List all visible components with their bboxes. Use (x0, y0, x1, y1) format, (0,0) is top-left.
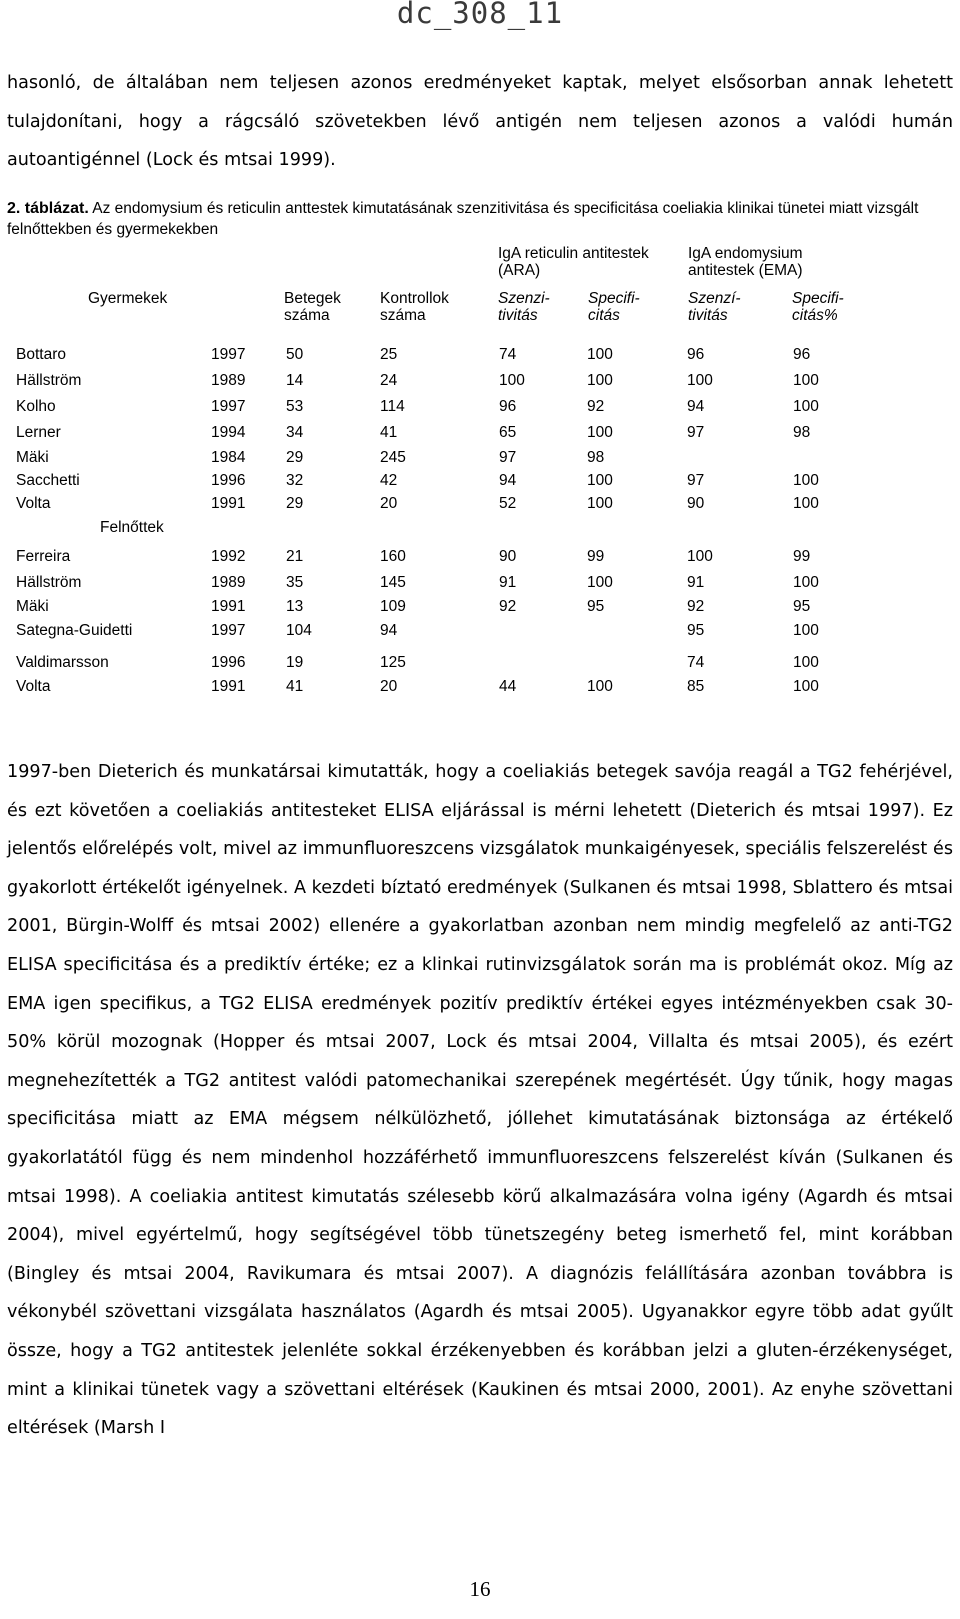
cell-ara-sensitivity: 92 (499, 598, 517, 615)
cell-ema-specificity: 100 (793, 654, 819, 671)
cell-ara-specificity: 100 (587, 678, 613, 695)
cell-ema-sensitivity: 91 (687, 574, 705, 591)
cell-ara-sensitivity: 90 (499, 548, 517, 565)
cell-year: 1991 (211, 678, 246, 695)
cell-study: Sacchetti (16, 472, 80, 489)
cell-controls: 94 (380, 622, 398, 639)
cell-ema-sensitivity: 96 (687, 346, 705, 363)
cell-ara-sensitivity: 44 (499, 678, 517, 695)
cell-study: Hällström (16, 372, 82, 389)
cell-ara-sensitivity: 96 (499, 398, 517, 415)
intro-paragraph: hasonló, de általában nem teljesen azonos eredményeket kaptak, melyet elsősorban annak lehetett tulajdonítani, hogy a rágcsáló szövetekben lévő antigén nem teljesen azonos a valódi humán autoantigénnel (Lock és mtsai 1999). (7, 73, 953, 171)
cell-patients: 32 (286, 472, 304, 489)
table-caption-text: Az endomysium és reticulin anttestek kimutatásának szenzitivitása és specificitása coeliakia klinikai tünetei miatt vizsgált felnőttekben és gyermekekben (7, 200, 919, 238)
cell-controls: 20 (380, 678, 398, 695)
cell-ema-specificity: 95 (793, 598, 811, 615)
cell-patients: 35 (286, 574, 304, 591)
cell-ara-specificity: 99 (587, 548, 605, 565)
cell-study: Bottaro (16, 346, 66, 363)
cell-controls: 245 (380, 449, 406, 466)
col-header-specificity-ema: Specifi-citás% (792, 290, 844, 324)
cell-controls: 24 (380, 372, 398, 389)
cell-ara-sensitivity: 91 (499, 574, 517, 591)
cell-ema-sensitivity: 92 (687, 598, 705, 615)
cell-study: Ferreira (16, 548, 71, 565)
section-label-adults: Felnőttek (100, 519, 164, 536)
cell-patients: 14 (286, 372, 304, 389)
cell-ema-specificity: 99 (793, 548, 811, 565)
cell-year: 1989 (211, 574, 246, 591)
cell-study: Kolho (16, 398, 56, 415)
table-label: 2. táblázat. (7, 200, 89, 217)
cell-ema-specificity: 100 (793, 622, 819, 639)
cell-patients: 50 (286, 346, 304, 363)
col-header-sensitivity-ema: Szenzí-tivitás (688, 290, 741, 324)
cell-study: Lerner (16, 424, 61, 441)
col-header-sensitivity-ara: Szenzi-tivitás (498, 290, 550, 324)
cell-patients: 34 (286, 424, 304, 441)
cell-ema-sensitivity: 85 (687, 678, 705, 695)
cell-year: 1991 (211, 495, 246, 512)
cell-controls: 42 (380, 472, 398, 489)
col-header-specificity-ara: Specifi-citás (588, 290, 640, 324)
cell-ara-sensitivity: 97 (499, 449, 517, 466)
cell-ema-specificity: 100 (793, 678, 819, 695)
cell-ara-sensitivity: 65 (499, 424, 517, 441)
cell-ara-sensitivity: 94 (499, 472, 517, 489)
cell-ara-specificity: 100 (587, 372, 613, 389)
cell-ara-specificity: 98 (587, 449, 605, 466)
group-header-ara: IgA reticulin antitestek (ARA) (498, 245, 649, 279)
cell-patients: 104 (286, 622, 312, 639)
cell-patients: 29 (286, 495, 304, 512)
cell-ema-specificity: 100 (793, 472, 819, 489)
cell-year: 1984 (211, 449, 246, 466)
cell-ema-sensitivity: 74 (687, 654, 705, 671)
cell-year: 1997 (211, 622, 246, 639)
cell-controls: 109 (380, 598, 406, 615)
cell-ema-sensitivity: 95 (687, 622, 705, 639)
cell-controls: 114 (380, 398, 405, 415)
cell-ara-specificity: 100 (587, 346, 613, 363)
cell-ara-specificity: 100 (587, 424, 613, 441)
cell-ema-specificity: 100 (793, 495, 819, 512)
cell-study: Hällström (16, 574, 82, 591)
cell-ara-specificity: 100 (587, 472, 613, 489)
group-header-ema: IgA endomysium antitestek (EMA) (688, 245, 803, 279)
cell-ema-sensitivity: 100 (687, 372, 713, 389)
cell-ema-sensitivity: 97 (687, 424, 705, 441)
cell-ara-specificity: 100 (587, 574, 613, 591)
col-header-children: Gyermekek (88, 290, 168, 307)
cell-patients: 21 (286, 548, 304, 565)
cell-ema-sensitivity: 97 (687, 472, 705, 489)
cell-study: Volta (16, 678, 51, 695)
cell-patients: 41 (286, 678, 304, 695)
cell-year: 1989 (211, 372, 246, 389)
cell-ema-specificity: 96 (793, 346, 811, 363)
col-header-patients: Betegek száma (284, 290, 341, 324)
cell-year: 1996 (211, 654, 246, 671)
cell-year: 1994 (211, 424, 246, 441)
body-paragraph: 1997-ben Dieterich és munkatársai kimutatták, hogy a coeliakiás betegek savója reagál a TG2 fehérjével, és ezt követően a coeliakiás antitesteket ELISA eljárással is mérni lehetett (Dieterich és mtsai 1997). Ez jelentős előrelépés volt, mivel az immunfluoreszcens vizsgálatok munkaigényesek, speciális felszerelést és gyakorlott értékelőt igényelnek. A kezdeti bíztató eredmények (Sulkanen és mtsai 1998, Sblattero és mtsai 2001, Bürgin-Wolff és mtsai 2002) ellenére a gyakorlatban azonban nem mindig megfelelő az anti-TG2 ELISA specificitása és a prediktív értéke; ez a klinkai rutinvizsgálatok során ma is problémát okoz. Míg az EMA igen specifikus, a TG2 ELISA eredmények pozitív prediktív értékei egyes intézményekben csak 30-50% körül mozognak (Hopper és mtsai 2007, Lock és mtsai 2004, Villalta és mtsai 2005), és ezért megnehezítették a TG2 antitest valódi patomechanikai szerepének megértését. Úgy tűnik, hogy magas specificitása miatt az EMA mégsem nélkülözhető, jóllehet kimutatásának biztonsága az értékelő gyakorlatától függ és nem mindenhol hozzáférhető immunfluoreszcens felszerelést kíván (Sulkanen és mtsai 1998). A coeliakia antitest kimutatás szélesebb körű alkalmazására volna igény (Agardh és mtsai 2004), mivel egyértelmű, hogy segítségével több tünetszegény beteg ismerhető fel, mint korábban (Bingley és mtsai 2004, Ravikumara és mtsai 2007). A diagnózis felállítására azonban továbbra is vékonybél szövettani vizsgálata használatos (Agardh és mtsai 2005). Ugyanakkor egyre több adat gyűlt össze, hogy a TG2 antitestek jelenléte sokkal érzékenyebben és korábban jelzi a gluten-érzékenységet, mint a klinikai tünetek vagy a szövettani eltérések (Kaukinen és mtsai 2000, 2001). Az enyhe szövettani eltérések (Marsh I (7, 762, 953, 1439)
cell-patients: 53 (286, 398, 304, 415)
cell-ema-sensitivity: 100 (687, 548, 713, 565)
cell-ema-sensitivity: 94 (687, 398, 705, 415)
cell-ara-specificity: 95 (587, 598, 605, 615)
cell-controls: 20 (380, 495, 398, 512)
page-number: 16 (469, 1577, 491, 1601)
cell-controls: 145 (380, 574, 406, 591)
cell-ema-specificity: 98 (793, 424, 811, 441)
cell-patients: 19 (286, 654, 304, 671)
cell-year: 1992 (211, 548, 246, 565)
cell-patients: 13 (286, 598, 304, 615)
cell-controls: 41 (380, 424, 398, 441)
col-header-controls: Kontrollok száma (380, 290, 449, 324)
cell-year: 1991 (211, 598, 246, 615)
cell-ara-sensitivity: 74 (499, 346, 517, 363)
cell-ema-specificity: 100 (793, 372, 819, 389)
cell-year: 1997 (211, 398, 246, 415)
cell-year: 1996 (211, 472, 246, 489)
cell-ara-specificity: 100 (587, 495, 613, 512)
cell-ema-sensitivity: 90 (687, 495, 705, 512)
cell-study: Mäki (16, 449, 49, 466)
document-id-header: dc_308_11 (396, 0, 564, 30)
cell-study: Mäki (16, 598, 49, 615)
cell-controls: 160 (380, 548, 406, 565)
cell-controls: 125 (380, 654, 406, 671)
cell-controls: 25 (380, 346, 398, 363)
cell-study: Valdimarsson (16, 654, 109, 671)
cell-study: Sategna-Guidetti (16, 622, 133, 639)
cell-ema-specificity: 100 (793, 574, 819, 591)
cell-patients: 29 (286, 449, 304, 466)
cell-ara-sensitivity: 52 (499, 495, 517, 512)
table-caption (7, 198, 953, 240)
cell-ema-specificity: 100 (793, 398, 819, 415)
cell-ara-sensitivity: 100 (499, 372, 525, 389)
cell-year: 1997 (211, 346, 246, 363)
cell-ara-specificity: 92 (587, 398, 605, 415)
cell-study: Volta (16, 495, 51, 512)
